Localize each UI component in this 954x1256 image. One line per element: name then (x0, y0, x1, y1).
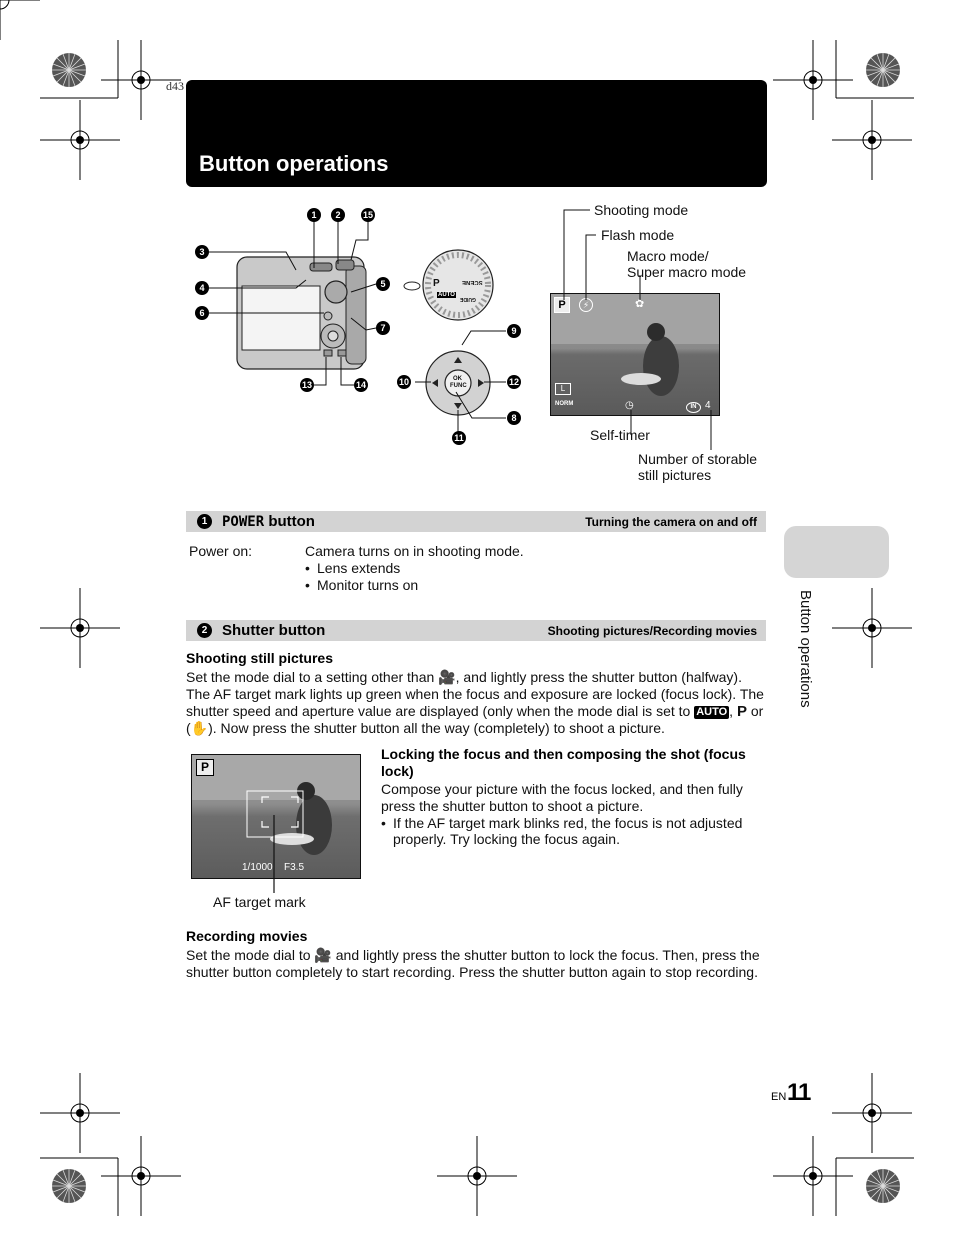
marker-7: 7 (376, 321, 390, 335)
macro-icon: ✿ (635, 298, 645, 310)
dial-label-guide: GUIDE (460, 296, 476, 302)
camera-diagram (186, 200, 526, 440)
anti-shake-icon: ✋ (190, 720, 209, 737)
movie-text-b: and lightly press the shutter button to lock the focus. Then, press the shutter button completely to start recording. Press the shutter button again to stop recording. (186, 947, 760, 980)
page-language: EN (771, 1091, 787, 1103)
recording-movies-heading: Recording movies (186, 928, 308, 944)
focus-lock-bullets (381, 815, 765, 849)
bullet-item: • Monitor turns on (305, 577, 745, 594)
screen-norm-icon: NORM (555, 401, 574, 407)
af-target-caption: AF target mark (213, 894, 306, 910)
page-number: 11 (787, 1079, 811, 1106)
bullet-item: • Lens extends (305, 560, 745, 577)
flash-icon: ⚡ (579, 298, 593, 312)
section-title: Shutter button (222, 622, 326, 639)
still-text-c: or ( (186, 702, 764, 737)
aperture-readout: F3.5 (284, 862, 305, 873)
section-number: 2 (197, 623, 212, 638)
side-tab-label: Button operations (797, 590, 814, 708)
marker-11: 11 (452, 431, 466, 445)
doc-code: d43 (166, 79, 184, 93)
marker-12: 12 (508, 377, 519, 387)
marker-14: 14 (355, 380, 366, 390)
section-shutter-button-bar (186, 620, 766, 641)
screen-size-icon: L (555, 383, 571, 395)
page-title: Button operations (199, 151, 389, 176)
marker-4: 4 (195, 281, 209, 295)
marker-5: 5 (376, 277, 390, 291)
focus-lock-heading: Locking the focus and then composing the shot (focus lock) (381, 746, 746, 779)
callout-shooting-mode: Shooting mode (594, 202, 689, 218)
still-text-a: Set the mode dial to a setting other than (186, 669, 435, 685)
screen-in-icon: IN (686, 402, 701, 413)
screen-count: 4 (705, 400, 711, 411)
screen-p-icon: P (554, 297, 570, 313)
section-number: 1 (197, 514, 212, 529)
section-power-button-bar (186, 511, 766, 532)
af-caption-line (269, 815, 279, 895)
section-title (222, 512, 315, 532)
section-subtitle: Turning the camera on and off (585, 515, 757, 529)
focus-lock-text (381, 781, 765, 848)
power-on-description (305, 543, 745, 593)
callout-storable-line2: still pictures (638, 467, 712, 483)
marker-10: 10 (398, 377, 409, 387)
p-mode-icon: P (736, 702, 747, 720)
movie-mode-icon: 🎥 (438, 669, 456, 685)
bullet-item: • If the AF target mark blinks red, the focus is not adjusted properly. Try locking the focus again. (381, 815, 765, 849)
dial-label-auto: AUTO (438, 292, 455, 298)
callout-macro-mode-line2: Super macro mode (627, 264, 747, 280)
section-subtitle: Shooting pictures/Recording movies (547, 624, 757, 638)
still-text-b: , and lightly press the shutter button (halfway). The AF target mark lights up green when the focus and exposure are locked (focus lock). The shutter speed and aperture value are displayed (only when the mode dial is set to (186, 669, 764, 719)
still-text-d: ). Now press the shutter button all the way (completely) to shoot a picture. (208, 720, 665, 737)
self-timer-icon: ◷ (625, 400, 634, 411)
pad-label-ok: OK (453, 376, 462, 382)
marker-13: 13 (301, 380, 312, 390)
callout-macro-mode-line1: Macro mode/ (627, 248, 709, 264)
section-title-caps: POWER (222, 514, 265, 530)
callout-storable-line1: Number of storable (638, 451, 758, 467)
dial-label-scene: SCENE (462, 279, 483, 285)
power-on-desc-text: Camera turns on in shooting mode. (305, 543, 524, 559)
power-on-label: Power on: (189, 543, 253, 559)
marker-2: 2 (331, 208, 345, 222)
movie-text-a: Set the mode dial to (186, 947, 311, 963)
marker-3: 3 (195, 245, 209, 259)
marker-8: 8 (507, 411, 521, 425)
pad-label-func: FUNC (450, 383, 467, 389)
still-comma: , (729, 702, 734, 719)
marker-9: 9 (507, 324, 521, 338)
af-photo-p-icon: P (196, 759, 214, 776)
callout-flash-mode: Flash mode (601, 227, 675, 243)
focus-lock-paragraph: Compose your picture with the focus locked, and then fully press the shutter button to shoot a picture. (381, 781, 743, 814)
section-title-rest: button (264, 513, 315, 530)
screen-callout-lines (540, 200, 740, 370)
marker-1: 1 (307, 208, 321, 222)
auto-mode-icon: AUTO (696, 705, 728, 718)
dial-label-p: P (433, 278, 440, 289)
recording-movies-paragraph (186, 947, 764, 981)
shutter-speed-readout: 1/1000 (242, 862, 273, 873)
still-pictures-paragraph (186, 669, 764, 737)
callout-self-timer: Self-timer (590, 427, 650, 443)
still-pictures-heading: Shooting still pictures (186, 650, 334, 666)
marker-6: 6 (195, 306, 209, 320)
marker-15: 15 (362, 210, 373, 220)
movie-mode-icon: 🎥 (314, 947, 332, 963)
power-on-bullets (305, 560, 745, 594)
side-tab (784, 526, 889, 578)
